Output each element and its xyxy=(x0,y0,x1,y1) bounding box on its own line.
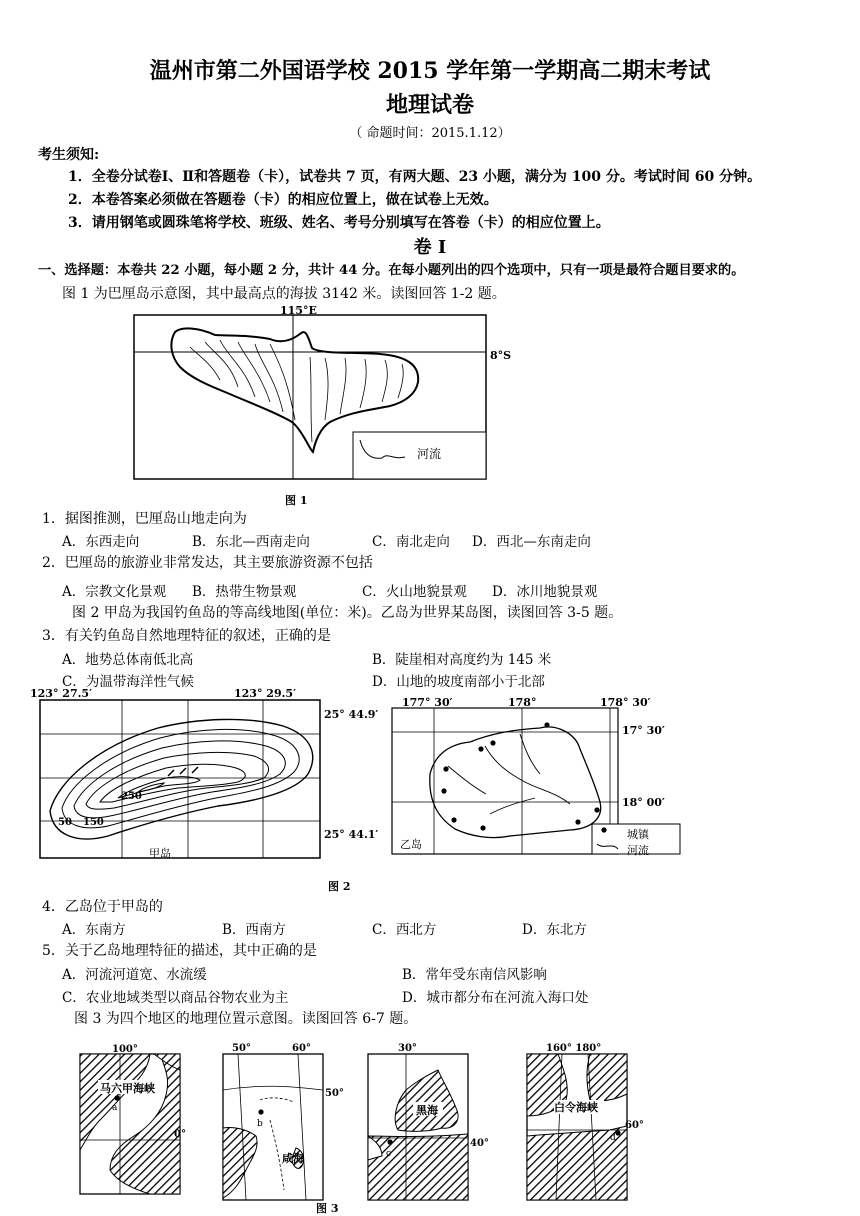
figure-1-bali-map xyxy=(120,302,512,512)
lon-label: 178° xyxy=(508,696,537,709)
exam-date: （ 命题时间：2015.1.12） xyxy=(349,126,511,141)
lon-label: 177° 30′ xyxy=(402,696,453,709)
q3-option-c: C．为温带海洋性气候 xyxy=(62,674,194,690)
intro-fig2: 图 2 甲岛为我国钓鱼岛的等高线地图(单位：米)。乙岛为世界某岛图，读图回答 3-5 题。 xyxy=(72,605,623,621)
q5-option-c: C．农业地域类型以商品谷物农业为主 xyxy=(62,990,289,1006)
sea-label: 黑海 xyxy=(416,1104,438,1117)
island-name: 甲岛 xyxy=(149,847,171,860)
lat-label: 0° xyxy=(174,1129,186,1140)
figure-2-right-island-map xyxy=(390,694,680,858)
map-2-aral xyxy=(223,1043,344,1200)
map-3-black-sea xyxy=(368,1043,489,1200)
point-label: d xyxy=(610,1133,616,1143)
q5-option-b: B．常年受东南信风影响 xyxy=(402,967,547,983)
point-label: c xyxy=(386,1149,392,1159)
map-4-bering xyxy=(527,1043,644,1200)
q2-option-d: D．冰川地貌景观 xyxy=(492,584,598,600)
figure-2-left-diaoyu-map xyxy=(28,686,398,860)
lon-label: 123° 27.5′ xyxy=(30,687,92,700)
intro-fig3: 图 3 为四个地区的地理位置示意图。读图回答 6-7 题。 xyxy=(74,1011,418,1027)
lon-label: 50° xyxy=(232,1043,251,1054)
lat-label: 25° 44.1′ xyxy=(324,828,379,841)
q5-option-a: A．河流河道宽、水流缓 xyxy=(62,967,207,983)
q5-option-d: D．城市都分布在河流入海口处 xyxy=(402,990,589,1006)
figure-caption: 图 1 xyxy=(285,494,308,507)
notice-heading: 考生须知: xyxy=(38,147,100,163)
map-1-malacca xyxy=(80,1044,186,1194)
lat-label: 8°S xyxy=(490,349,512,362)
point-label: a xyxy=(112,1103,118,1113)
question-3: 3．有关钓鱼岛自然地理特征的叙述，正确的是 xyxy=(42,628,331,644)
section-heading: 一、选择题：本卷共 22 小题，每小题 2 分，共计 44 分。在每小题列出的四个选项中，只有一项是最符合题目要求的。 xyxy=(38,263,745,278)
question-1: 1．据图推测，巴厘岛山地走向为 xyxy=(42,511,247,527)
sea-label: 咸海 xyxy=(282,1152,304,1165)
lat-label: 17° 30′ xyxy=(622,724,665,737)
lat-label: 18° 00′ xyxy=(622,796,665,809)
intro-fig1: 图 1 为巴厘岛示意图，其中最高点的海拔 3142 米。读图回答 1-2 题。 xyxy=(62,286,506,302)
point-label: b xyxy=(257,1119,263,1129)
town-dots xyxy=(441,722,599,830)
figure-3-four-maps xyxy=(70,1040,670,1216)
contour-label: 50 xyxy=(58,817,72,828)
lon-label: 178° 30′ xyxy=(600,696,651,709)
q2-option-c: C．火山地貌景观 xyxy=(362,584,467,600)
strait-label: 马六甲海峡 xyxy=(100,1082,155,1095)
legend-town: 城镇 xyxy=(627,828,649,841)
q1-option-a: A．东西走向 xyxy=(62,534,140,550)
q4-option-b: B．西南方 xyxy=(222,922,286,938)
q3-option-a: A．地势总体南低北高 xyxy=(62,652,194,668)
lon-label: 60° xyxy=(292,1043,311,1054)
lon-label: 123° 29.5′ xyxy=(234,687,296,700)
lat-label: 25° 44.9′ xyxy=(324,708,379,721)
contour-label: 250 xyxy=(121,791,142,802)
lon-label: 115°E xyxy=(280,304,317,317)
subject-title: 地理试卷 xyxy=(385,92,474,118)
question-2: 2．巴厘岛的旅游业非常发达，其主要旅游资源不包括 xyxy=(42,555,373,571)
legend-river-label: 河流 xyxy=(417,447,442,461)
q1-option-c: C．南北走向 xyxy=(372,534,450,550)
figure-3-caption: 图 3 xyxy=(316,1202,339,1215)
q3-option-b: B．陡崖相对高度约为 145 米 xyxy=(372,652,552,668)
lat-label: 60° xyxy=(625,1120,644,1131)
q1-option-b: B．东北—西南走向 xyxy=(192,534,310,550)
lon-label: 100° xyxy=(112,1044,138,1055)
island-name: 乙岛 xyxy=(400,838,422,851)
strait-label: 白令海峡 xyxy=(554,1101,598,1114)
question-4: 4．乙岛位于甲岛的 xyxy=(42,899,163,915)
q4-option-d: D．东北方 xyxy=(522,922,587,938)
q4-option-c: C．西北方 xyxy=(372,922,437,938)
contour-label: 150 xyxy=(83,817,104,828)
lon-label: 30° xyxy=(398,1043,417,1054)
lon-label: 160° 180° xyxy=(546,1043,602,1054)
legend-river: 河流 xyxy=(627,844,649,857)
question-5: 5．关于乙岛地理特征的描述，其中正确的是 xyxy=(42,943,317,959)
lat-label: 50° xyxy=(325,1088,344,1099)
lat-label: 40° xyxy=(470,1138,489,1149)
q3-option-d: D．山地的坡度南部小于北部 xyxy=(372,674,545,690)
q4-option-a: A．东南方 xyxy=(62,922,126,938)
notice-item: 2．本卷答案必须做在答题卷（卡）的相应位置上，做在试卷上无效。 xyxy=(68,192,498,208)
notice-item: 1．全卷分试卷Ⅰ、Ⅱ和答题卷（卡），试卷共 7 页，有两大题、23 小题，满分为 100 分。考试时间 60 分钟。 xyxy=(68,169,762,185)
q2-option-b: B．热带生物景观 xyxy=(192,584,297,600)
exam-title: 温州市第二外国语学校 2015 学年第一学期高二期末考试 xyxy=(149,58,711,84)
section-juan: 卷 Ⅰ xyxy=(413,237,447,258)
q2-option-a: A．宗教文化景观 xyxy=(62,584,167,600)
figure-2-caption: 图 2 xyxy=(328,880,351,893)
q1-option-d: D．西北—东南走向 xyxy=(472,534,591,550)
notice-item: 3．请用钢笔或圆珠笔将学校、班级、姓名、考号分别填写在答卷（卡）的相应位置上。 xyxy=(68,215,610,231)
